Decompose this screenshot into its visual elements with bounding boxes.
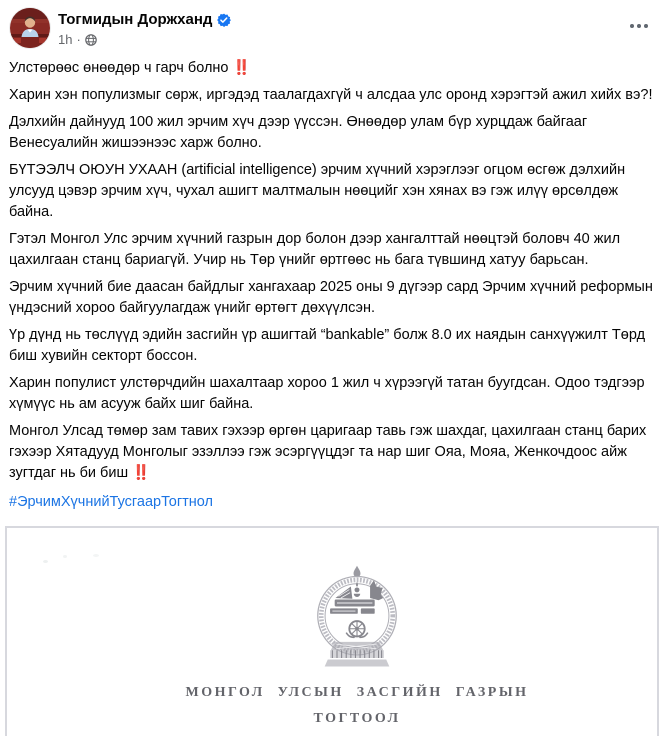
post-header bbox=[0, 0, 666, 48]
paragraph: Харин популист улстөрчдийн шахалтаар хороо 1 жил ч хүрээгүй татан буугдсан. Одоо тэдгээр хүмүүс нь ам асууж байх шиг байна. bbox=[9, 375, 645, 412]
paragraph: Харин хэн популизмыг сөрж, иргэдэд таалагдахгүй ч алсдаа улс оронд хэрэгтэй ажил хийх вэ?! bbox=[9, 87, 653, 103]
government-document bbox=[32, 528, 659, 736]
paragraph: Монгол Улсад төмөр зам тавих гэхээр өргөн царигаар тавь гэж шахдаг, цахилгаан станц барих гэхээр Хятадууд Монголыг эзэллээ гэж эсэргүүцдэг та нар шиг Ояа, Мояа, Женкочдоос айж зугтдаг нь би биш ‼️ bbox=[9, 423, 647, 481]
avatar[interactable] bbox=[10, 8, 50, 48]
globe-icon bbox=[85, 34, 97, 46]
author-name[interactable]: Тогмидын Доржханд bbox=[58, 11, 213, 28]
more-options-icon bbox=[630, 24, 634, 28]
paragraph: Дэлхийн дайнууд 100 жил эрчим хүч дээр үүссэн. Өнөөдөр улам бүр хурцдаж байгааг Венесуалийн жишээнээс харж болно. bbox=[9, 114, 588, 151]
meta-separator: · bbox=[76, 32, 81, 47]
post-text bbox=[0, 48, 666, 513]
verified-badge-icon bbox=[217, 13, 231, 27]
more-options-button[interactable] bbox=[628, 18, 650, 34]
paragraph: БҮТЭЭЛЧ ОЮУН УХААН (artificial intelligence) эрчим хүчний хэрэглээг огцом өсгөж дэлхийн улсууд цэвэр эрчим хүч, чухал ашигт малтмалын нөөцийг хэн хянах вэ гэж илүү өрсөлдөж байна. bbox=[9, 162, 626, 220]
document-title-line2: ТОГТООЛ bbox=[313, 711, 401, 726]
avatar-image bbox=[10, 8, 50, 48]
post-meta bbox=[58, 32, 231, 48]
paragraph: Эрчим хүчний бие даасан байдлыг хангахаар 2025 оны 9 дүгээр сард Эрчим хүчний реформын үндэсний хороо байгуулагдаж үнийг өртөгт дөхүүлсэн. bbox=[9, 279, 653, 316]
timestamp[interactable]: 1h bbox=[58, 32, 73, 47]
mongolia-state-emblem-icon bbox=[307, 564, 407, 672]
author-row bbox=[58, 10, 231, 29]
paragraph: Үр дүнд нь төслүүд эдийн засгийн үр ашигтай “bankable” болж 8.0 их наядын санхүүжилт Төрд биш хувийн секторт боссон. bbox=[9, 327, 646, 364]
paragraph: Гэтэл Монгол Улс эрчим хүчний газрын дор болон дээр хангалттай нөөцтэй боловч 40 жил цахилгаан станц бариагүй. Учир нь Төр үнийг өртгөөс нь бага түвшинд хатуу барьсан. bbox=[9, 231, 621, 268]
attached-image[interactable] bbox=[5, 526, 659, 736]
paragraph: Улстөрөөс өнөөдөр ч гарч болно ‼️ bbox=[9, 60, 252, 76]
header-text bbox=[58, 8, 231, 48]
hashtag-link[interactable]: #ЭрчимХүчнийТусгаарТогтнол bbox=[9, 494, 214, 510]
double-exclamation-emoji: ‼️ bbox=[232, 60, 252, 76]
double-exclamation-emoji: ‼️ bbox=[132, 465, 152, 481]
document-title-line1: МОНГОЛ УЛСЫН ЗАСГИЙН ГАЗРЫН bbox=[185, 685, 529, 700]
